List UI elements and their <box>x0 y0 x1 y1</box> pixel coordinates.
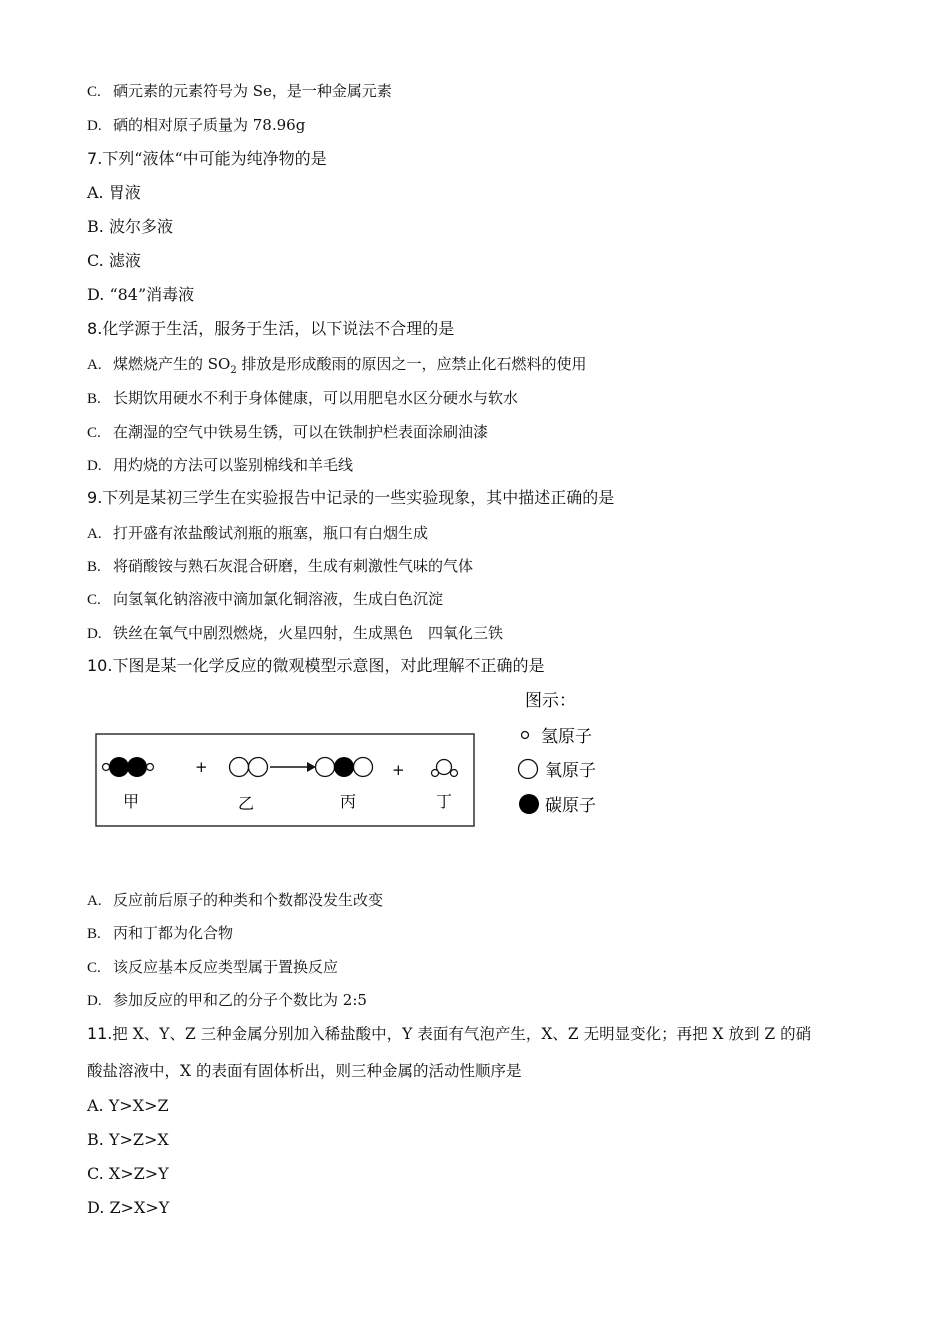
option-text: 打开盛有浓盐酸试剂瓶的瓶塞，瓶口有白烟生成 <box>113 524 429 542</box>
subscript: 2 <box>230 365 237 376</box>
option-text: 该反应基本反应类型属于置换反应 <box>113 958 339 976</box>
option-label: C. <box>87 84 101 100</box>
option-c <box>87 81 392 102</box>
option-a <box>87 354 587 381</box>
option-label: D. <box>87 458 102 474</box>
hydrogen-atom <box>451 770 458 777</box>
option-text: 向氢氧化钠溶液中滴加氯化铜溶液，生成白色沉淀 <box>113 590 444 608</box>
option-d <box>87 285 194 305</box>
option-d <box>87 623 503 644</box>
option-label: C. <box>87 1164 104 1183</box>
question-number: 11 <box>87 1024 108 1043</box>
option-text: X>Z>Y <box>108 1164 169 1183</box>
option-text: 长期饮用硬水不利于身体健康，可以用肥皂水区分硬水与软水 <box>113 389 519 407</box>
option-d <box>87 115 305 136</box>
label-ding: 丁 <box>436 792 453 811</box>
plus-sign: + <box>195 758 208 776</box>
question-text: .化学源于生活，服务于生活，以下说法不合理的是 <box>97 319 455 338</box>
option-label: D. <box>87 626 102 642</box>
option-c <box>87 957 338 978</box>
molecule-yi <box>230 758 268 777</box>
option-label: D. <box>87 118 102 134</box>
option-d <box>87 455 353 476</box>
option-text: Z>X>Y <box>109 1198 170 1217</box>
option-a <box>87 523 428 544</box>
question-text: .下图是某一化学反应的微观模型示意图，对此理解不正确的是 <box>107 656 545 675</box>
question-text: .下列“液体“中可能为纯净物的是 <box>97 149 327 168</box>
diagram-frame <box>96 734 474 826</box>
option-text: 用灼烧的方法可以鉴别棉线和羊毛线 <box>113 456 354 474</box>
question-text: 酸盐溶液中，X 的表面有固体析出，则三种金属的活动性顺序是 <box>87 1062 522 1080</box>
option-label: D. <box>87 285 105 304</box>
option-text: 滤液 <box>108 251 141 270</box>
option-text: 煤燃烧产生的 SO <box>113 355 231 373</box>
option-b <box>87 556 473 577</box>
question-7 <box>87 149 327 169</box>
carbon-atom <box>109 757 129 777</box>
label-jia: 甲 <box>123 792 140 811</box>
option-label: B. <box>87 217 104 236</box>
option-text: 排放是形成酸雨的原因之一，应禁止化石燃料的使用 <box>236 355 587 373</box>
option-label: A. <box>87 526 102 542</box>
option-text: 胃液 <box>108 183 141 202</box>
option-text: 反应前后原子的种类和个数都没发生改变 <box>113 891 384 909</box>
question-text: .把 X、Y、Z 三种金属分别加入稀盐酸中，Y 表面有气泡产生，X、Z 无明显变化；再把 X 放到 Z 的硝 <box>107 1025 812 1043</box>
option-b <box>87 388 518 409</box>
option-d <box>87 1198 169 1218</box>
option-label: B. <box>87 559 101 575</box>
hydrogen-legend-icon <box>522 732 529 739</box>
carbon-atom <box>334 757 354 777</box>
hydrogen-atom <box>432 770 439 777</box>
option-label: C. <box>87 251 104 270</box>
molecule-ding <box>432 760 458 777</box>
hydrogen-atom <box>103 764 110 771</box>
oxygen-legend-icon <box>519 760 538 779</box>
option-text: 在潮湿的空气中铁易生锈，可以在铁制护栏表面涂刷油漆 <box>113 423 489 441</box>
option-c <box>87 422 488 443</box>
question-number: 10 <box>87 656 108 675</box>
oxygen-atom <box>230 758 249 777</box>
question-8 <box>87 319 454 339</box>
option-label: B. <box>87 391 101 407</box>
carbon-atom <box>127 757 147 777</box>
option-label: A. <box>87 893 102 909</box>
option-text: “84”消毒液 <box>109 285 195 304</box>
oxygen-atom <box>354 758 373 777</box>
option-a <box>87 183 141 203</box>
option-text: 波尔多液 <box>108 217 173 236</box>
option-label: C. <box>87 425 101 441</box>
legend-hydrogen: 氢原子 <box>541 727 592 747</box>
option-text: Y>Z>X <box>108 1130 169 1149</box>
legend-oxygen: 氧原子 <box>545 761 596 781</box>
option-c <box>87 1164 169 1184</box>
option-text: 硒的相对原子质量为 78.96g <box>113 116 306 134</box>
question-10 <box>87 656 544 676</box>
option-text: 铁丝在氧气中剧烈燃烧，火星四射，生成黑色 四氧化三铁 <box>113 624 504 642</box>
option-text: 硒元素的元素符号为 Se，是一种金属元素 <box>113 82 392 100</box>
option-b <box>87 217 173 237</box>
option-label: D. <box>87 1198 105 1217</box>
carbon-legend-icon <box>519 794 539 814</box>
option-label: A. <box>87 1096 104 1115</box>
label-yi: 乙 <box>238 794 255 813</box>
arrow-icon <box>270 762 316 772</box>
molecule-jia <box>103 757 154 777</box>
question-text: .下列是某初三学生在实验报告中记录的一些实验现象，其中描述正确的是 <box>97 488 615 507</box>
option-text: 参加反应的甲和乙的分子个数比为 2:5 <box>113 991 367 1009</box>
question-9 <box>87 488 614 508</box>
question-number: 7 <box>87 149 98 168</box>
question-11 <box>87 1024 811 1044</box>
option-label: D. <box>87 993 102 1009</box>
option-a <box>87 1096 169 1116</box>
option-label: B. <box>87 1130 104 1149</box>
option-b <box>87 1130 169 1150</box>
option-label: B. <box>87 926 101 942</box>
option-label: C. <box>87 592 101 608</box>
option-d <box>87 990 367 1011</box>
label-bing: 丙 <box>340 792 357 811</box>
question-number: 9 <box>87 488 98 507</box>
option-b <box>87 923 233 944</box>
plus-sign: + <box>392 761 405 779</box>
option-label: C. <box>87 960 101 976</box>
option-c <box>87 251 141 271</box>
oxygen-atom <box>316 758 335 777</box>
reaction-diagram <box>0 680 950 850</box>
option-text: Y>X>Z <box>108 1096 169 1115</box>
option-label: A. <box>87 183 104 202</box>
option-text: 丙和丁都为化合物 <box>113 924 234 942</box>
question-number: 8 <box>87 319 98 338</box>
option-text: 将硝酸铵与熟石灰混合研磨，生成有刺激性气味的气体 <box>113 557 474 575</box>
option-c <box>87 589 443 610</box>
oxygen-atom <box>249 758 268 777</box>
legend-title: 图示： <box>525 691 576 711</box>
molecule-bing <box>316 757 373 777</box>
hydrogen-atom <box>147 764 154 771</box>
question-11-continued <box>87 1061 521 1081</box>
legend-carbon: 碳原子 <box>545 796 596 816</box>
option-a <box>87 890 383 911</box>
option-label: A. <box>87 357 102 373</box>
